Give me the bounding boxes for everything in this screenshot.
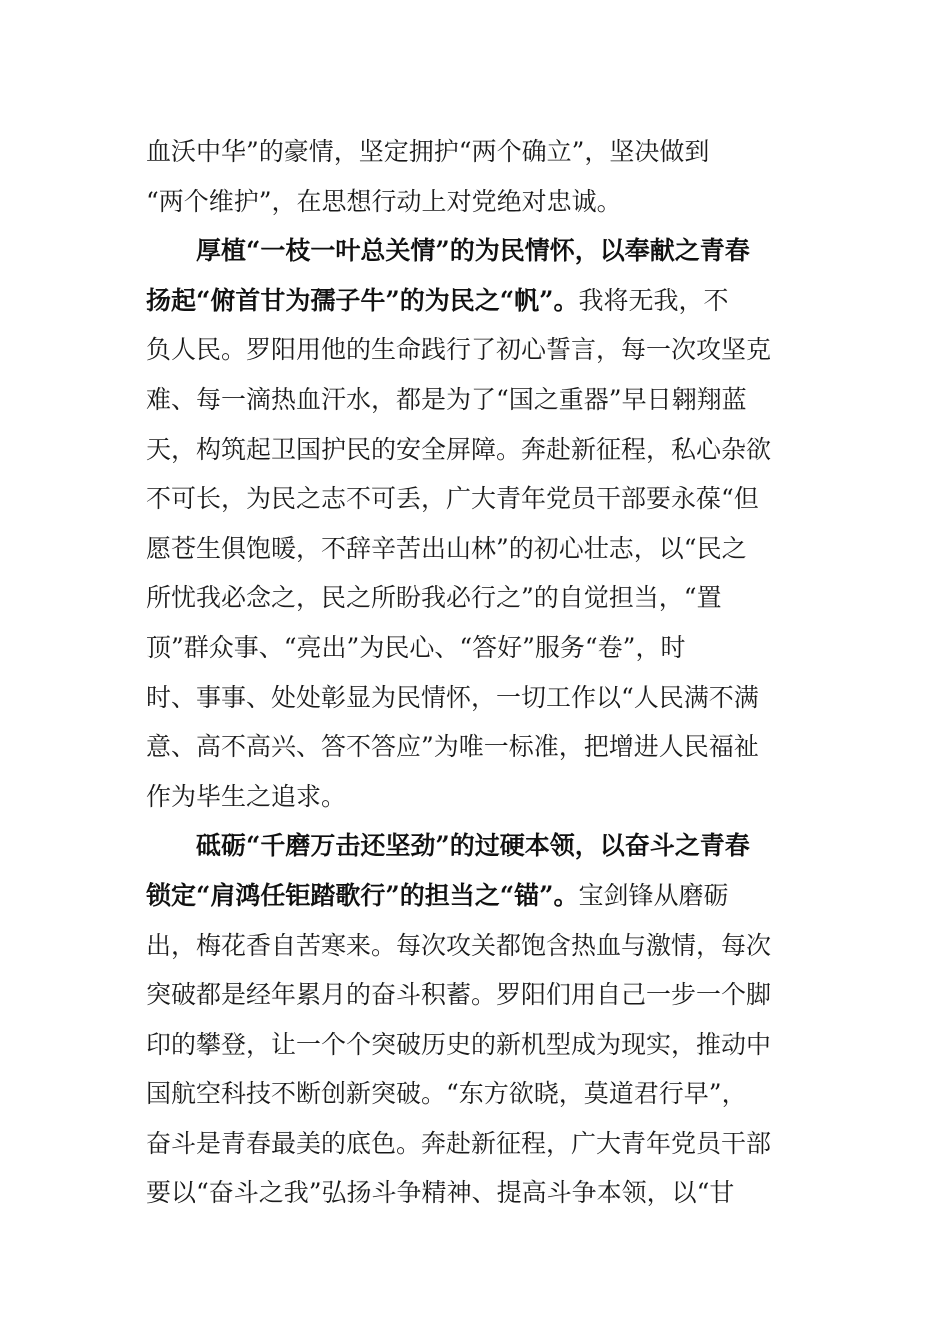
text-line [146,921,786,971]
text-line [146,623,786,673]
body-text: 愿苍生俱饱暖，不辞辛苦出山林”的初心壮志，以“民之 [146,533,747,563]
text-line [146,722,786,772]
text-line [146,1020,786,1070]
text-line [146,673,786,723]
text-line [146,474,786,524]
body-text: 国航空科技不断创新突破。“东方欲晓，莫道君行早”， [146,1079,747,1109]
text-line [146,1168,786,1218]
text-line [146,375,786,425]
text-line [146,177,786,227]
bold-heading-text: 厚植“一枝一叶总关情”的为民情怀，以奉献之青春 [196,236,750,266]
body-text: “两个维护”，在思想行动上对党绝对忠诚。 [146,186,622,216]
body-text: 天，构筑起卫国护民的安全屏障。奔赴新征程，私心杂欲 [146,434,772,464]
body-text: 印的攀登，让一个个突破历史的新机型成为现实，推动中 [146,1029,772,1059]
body-text: 意、高不高兴、答不答应”为唯一标准，把增进人民福祉 [146,732,759,762]
body-text: 时、事事、处处彰显为民情怀，一切工作以“人民满不满 [146,682,759,712]
text-line [146,970,786,1020]
text-line [146,524,786,574]
text-line [146,1069,786,1119]
body-text: 宝剑锋从磨砺 [578,880,729,910]
body-text: 不可长，为民之志不可丢，广大青年党员干部要永葆“但 [146,484,759,514]
body-text: 顶”群众事、“亮出”为民心、“答好”服务“卷”，时 [146,632,686,662]
body-text: 负人民。罗阳用他的生命践行了初心誓言，每一次攻坚克 [146,335,772,365]
text-line [146,226,786,276]
body-text: 难、每一滴热血汗水，都是为了“国之重器”早日翱翔蓝 [146,384,747,414]
text-line [146,325,786,375]
body-text: 作为毕生之追求。 [146,781,347,811]
text-line [146,127,786,177]
body-text: 奋斗是青春最美的底色。奔赴新征程，广大青年党员干部 [146,1128,772,1158]
text-line [146,573,786,623]
body-text: 所忧我必念之，民之所盼我必行之”的自觉担当，“置 [146,583,722,613]
body-text: 突破都是经年累月的奋斗积蓄。罗阳们用自己一步一个脚 [146,980,772,1010]
text-line [146,821,786,871]
body-text: 血沃中华”的豪情，坚定拥护“两个确立”，坚决做到 [146,137,710,166]
text-line [146,1119,786,1169]
body-text: 出，梅花香自苦寒来。每次攻关都饱含热血与激情，每次 [146,930,772,960]
text-line [146,425,786,475]
text-line [146,871,786,921]
body-text: 要以“奋斗之我”弘扬斗争精神、提高斗争本领，以“甘 [146,1178,735,1208]
text-line [146,276,786,326]
bold-heading-text: 锁定“肩鸿任钜踏歌行”的担当之“锚”。 [146,880,579,910]
bold-heading-text: 扬起“俯首甘为孺子牛”的为民之“帆”。 [146,285,579,315]
document-body [146,127,786,1218]
bold-heading-text: 砥砺“千磨万击还坚劲”的过硬本领，以奋斗之青春 [196,831,750,861]
body-text: 我将无我，不 [578,285,729,315]
text-line [146,772,786,822]
